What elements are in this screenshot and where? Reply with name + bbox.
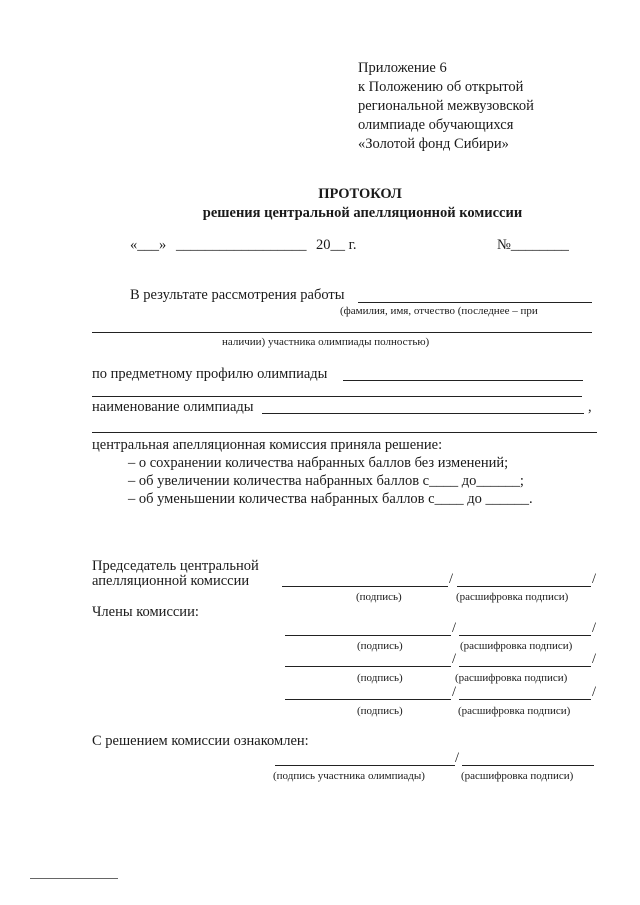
member2-slash-end: / [592,651,597,667]
date-day: «___» [130,237,167,253]
page-subtitle: решения центральной апелляционной комиссии [202,205,523,221]
member1-slash-end: / [592,620,597,636]
acquainted-label: С решением комиссии ознакомлен: [92,733,309,749]
participant-signature-line [275,765,455,766]
protocol-number: №________ [497,237,569,253]
member1-slash: / [452,620,457,636]
participant-decode-label: (расшифровка подписи) [461,770,574,782]
decision-option-1: – о сохранении количества набранных баллов без изменений; [128,455,509,471]
review-prefix: В результате рассмотрения работы [130,287,345,303]
chairman-signature-line [282,586,448,587]
profile-label: по предметному профилю олимпиады [92,366,328,382]
olympiad-line [262,413,584,414]
olympiad-comma: , [588,399,592,415]
chairman-line-2: апелляционной комиссии [92,573,250,589]
appendix-line-1: Приложение 6 [358,60,447,76]
member3-signature-line [285,699,451,700]
member3-slash: / [452,684,457,700]
participant-name-line [358,302,592,303]
participant-sig-label: (подпись участника олимпиады) [273,770,425,782]
member2-decode-label: (расшифровка подписи) [455,672,568,684]
olympiad-line-2 [92,432,597,433]
footnote-rule [30,878,118,879]
chairman-decode-line [457,586,591,587]
member3-decode-label: (расшифровка подписи) [458,705,571,717]
profile-line [343,380,583,381]
appendix-line-5: «Золотой фонд Сибири» [358,136,509,152]
review-hint-1: (фамилия, имя, отчество (последнее – при [340,305,538,317]
chairman-sig-label: (подпись) [356,591,402,603]
member2-signature-line [285,666,451,667]
member3-slash-end: / [592,684,597,700]
member2-decode-line [459,666,591,667]
member1-decode-label: (расшифровка подписи) [460,640,573,652]
member1-decode-line [459,635,591,636]
review-hint-2: наличии) участника олимпиады полностью) [222,336,430,348]
member1-signature-line [285,635,451,636]
decision-option-2: – об увеличении количества набранных баллов с____ до______; [128,473,524,489]
date-month: __________________ [176,237,307,253]
page-title: ПРОТОКОЛ [318,186,402,202]
profile-line-2 [92,396,582,397]
decision-intro: центральная апелляционная комиссия приняла решение: [92,437,443,453]
chairman-decode-label: (расшифровка подписи) [456,591,569,603]
chairman-slash-end: / [592,571,597,587]
appendix-line-4: олимпиаде обучающихся [358,117,514,133]
appendix-line-2: к Положению об открытой [358,79,524,95]
member2-sig-label: (подпись) [357,672,403,684]
members-label: Члены комиссии: [92,604,199,620]
member1-sig-label: (подпись) [357,640,403,652]
chairman-slash: / [449,571,454,587]
olympiad-label: наименование олимпиады [92,399,254,415]
member3-decode-line [459,699,591,700]
participant-slash: / [455,750,460,766]
date-year: 20__ г. [316,237,357,253]
member2-slash: / [452,651,457,667]
participant-name-line-2 [92,332,592,333]
decision-option-3: – об уменьшении количества набранных баллов с____ до ______. [128,491,533,507]
participant-decode-line [462,765,594,766]
member3-sig-label: (подпись) [357,705,403,717]
appendix-line-3: региональной межвузовской [358,98,534,114]
chairman-line-1: Председатель центральной [92,558,259,574]
